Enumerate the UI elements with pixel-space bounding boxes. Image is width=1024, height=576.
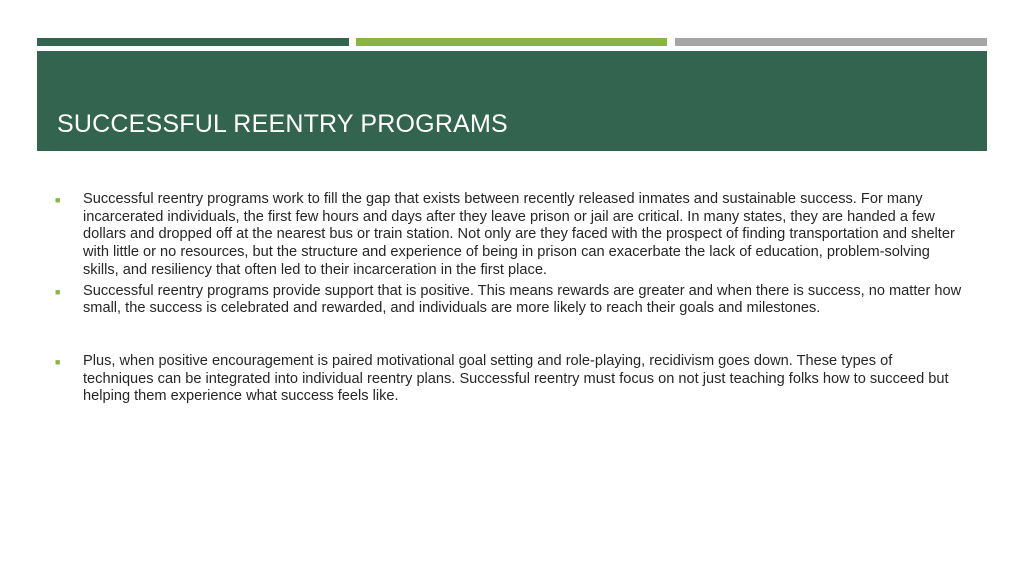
bullet-item: [54, 353, 966, 406]
title-band: [37, 51, 987, 151]
bullet-text: Successful reentry programs work to fill the gap that exists between recently released inmates and sustainable success. For many incarcerated individuals, the first few hours and days after they leave prison or jail are critical. In many states, they are handed a few dollars and dropped off at the nearest bus or train station. Not only are they faced with the prospect of finding transportation and shelter with little or no resources, but the structure and experience of being in prison can exacerbate the lack of education, problem-solving skills, and resiliency that often led to their incarceration in the first place.: [83, 191, 955, 278]
accent-bar-light-green: [356, 38, 667, 46]
bullet-item: [54, 283, 966, 318]
bullet-item: [54, 191, 966, 280]
bullet-text: Plus, when positive encouragement is paired motivational goal setting and role-playing, recidivism goes down. These types of techniques can be integrated into individual reentry plans. Successful reentry must focus on not just teaching folks how to succeed but helping them experience what success feels like.: [83, 352, 949, 405]
slide-title: SUCCESSFUL REENTRY PROGRAMS: [57, 110, 508, 138]
square-bullet-icon: ■: [55, 195, 61, 205]
bullet-text: Successful reentry programs provide support that is positive. This means rewards are greater and when there is success, no matter how small, the success is celebrated and rewarded, and individuals are more likely to reach their goals and milestones.: [83, 282, 962, 317]
accent-bar-dark-green: [37, 38, 349, 46]
bullet-list: [54, 191, 966, 406]
square-bullet-icon: ■: [55, 286, 61, 297]
square-bullet-icon: ■: [55, 356, 61, 367]
accent-bar-gray: [675, 38, 987, 46]
